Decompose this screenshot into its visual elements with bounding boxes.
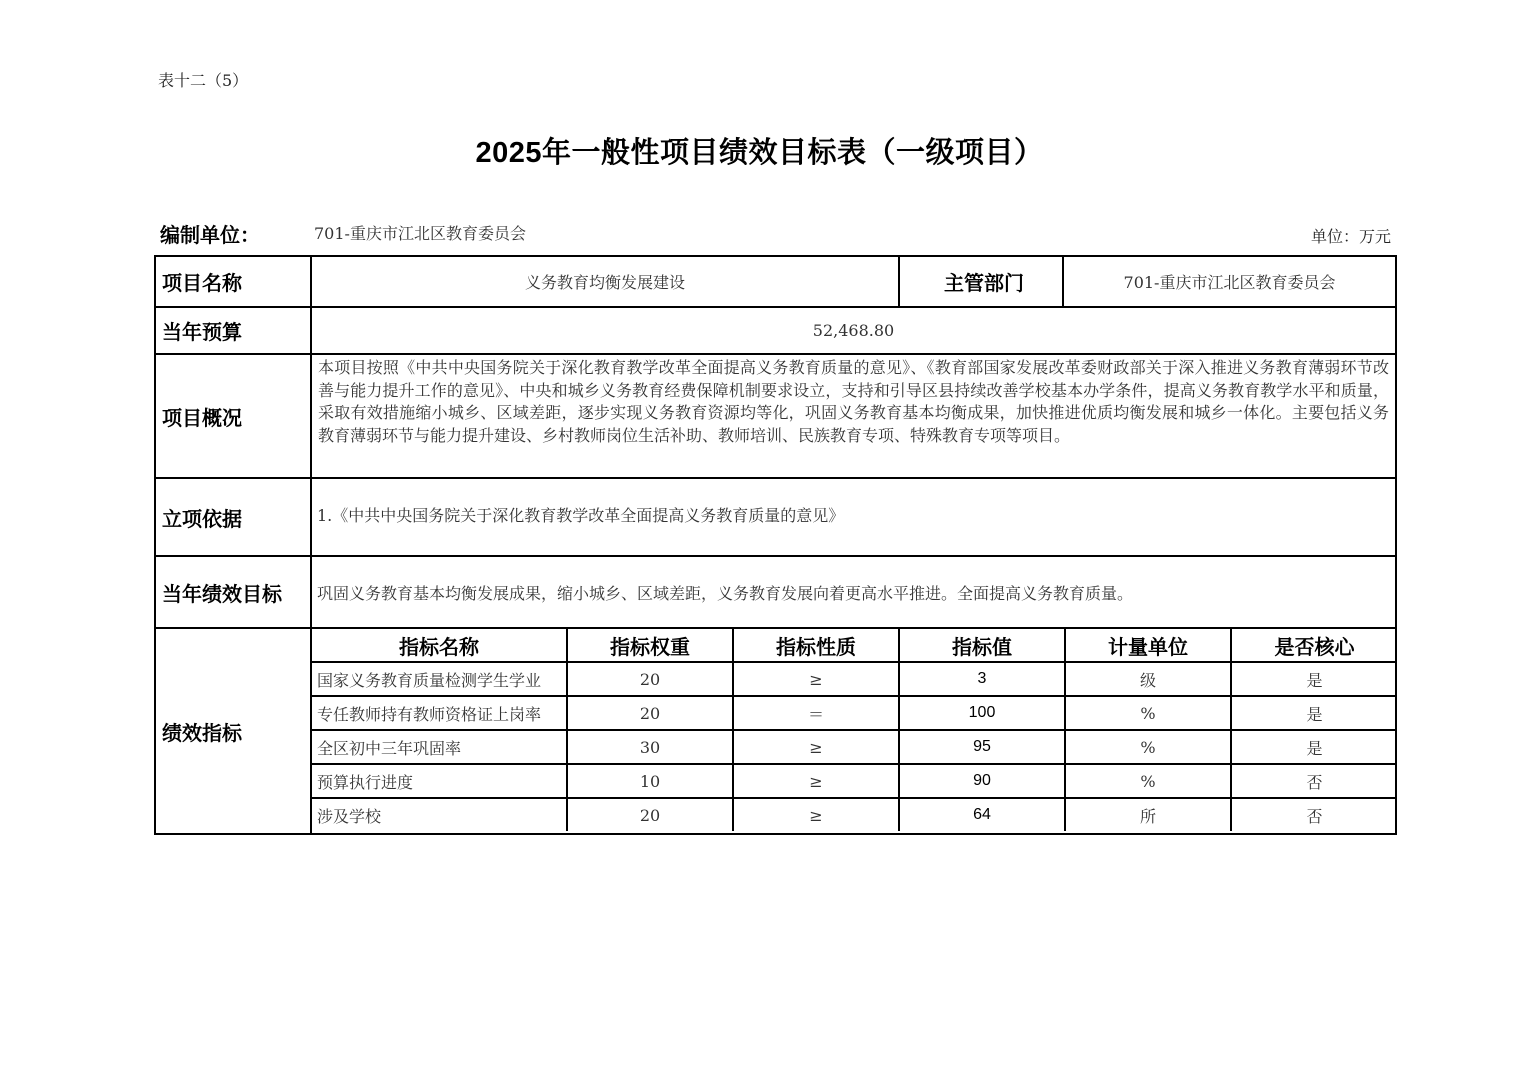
indicators-cell — [311, 628, 1396, 834]
table-row — [312, 798, 1397, 831]
indicator-value: 95 — [899, 730, 1065, 764]
project-name-value: 义务教育均衡发展建设 — [311, 256, 899, 307]
unit-label: 单位：万元 — [1310, 227, 1391, 246]
page-title: 2025年一般性项目绩效目标表（一级项目） — [475, 137, 1044, 169]
indicator-unit: % — [1065, 696, 1231, 730]
indicator-nature: ≥ — [733, 798, 899, 831]
basis-row — [155, 478, 1396, 556]
goal-label: 当年绩效目标 — [155, 556, 311, 628]
dept-value: 701-重庆市江北区教育委员会 — [1063, 256, 1396, 307]
col-header: 计量单位 — [1065, 629, 1231, 662]
indicator-value: 64 — [899, 798, 1065, 831]
indicator-nature: ≥ — [733, 730, 899, 764]
indicator-value: 90 — [899, 764, 1065, 798]
col-header: 指标性质 — [733, 629, 899, 662]
table-row — [312, 696, 1397, 730]
overview-row — [155, 354, 1396, 478]
indicator-nature: ≥ — [733, 764, 899, 798]
table-number: 表十二（5） — [158, 71, 249, 90]
indicator-core: 否 — [1231, 798, 1397, 831]
project-name-row — [155, 256, 1396, 307]
performance-table — [154, 255, 1397, 835]
indicator-weight: 10 — [567, 764, 733, 798]
col-header: 指标权重 — [567, 629, 733, 662]
org-label: 编制单位： — [160, 223, 260, 247]
indicator-core: 否 — [1231, 764, 1397, 798]
budget-row — [155, 307, 1396, 354]
indicator-core: 是 — [1231, 696, 1397, 730]
indicator-unit: % — [1065, 764, 1231, 798]
col-header: 指标名称 — [312, 629, 567, 662]
indicator-unit: % — [1065, 730, 1231, 764]
indicator-weight: 20 — [567, 798, 733, 831]
indicators-row — [155, 628, 1396, 834]
indicator-name: 国家义务教育质量检测学生学业 — [312, 662, 567, 696]
budget-label: 当年预算 — [155, 307, 311, 354]
indicator-nature: ＝ — [733, 696, 899, 730]
project-name-label: 项目名称 — [155, 256, 311, 307]
indicator-core: 是 — [1231, 730, 1397, 764]
indicator-unit: 级 — [1065, 662, 1231, 696]
indicator-weight: 20 — [567, 696, 733, 730]
table-row — [312, 662, 1397, 696]
indicator-value: 100 — [899, 696, 1065, 730]
indicator-value: 3 — [899, 662, 1065, 696]
goal-value: 巩固义务教育基本均衡发展成果，缩小城乡、区域差距，义务教育发展向着更高水平推进。全面提高义务教育质量。 — [311, 556, 1396, 628]
basis-label: 立项依据 — [155, 478, 311, 556]
table-row — [312, 764, 1397, 798]
indicator-nature: ≥ — [733, 662, 899, 696]
indicator-weight: 30 — [567, 730, 733, 764]
overview-label: 项目概况 — [155, 354, 311, 478]
dept-label: 主管部门 — [899, 256, 1063, 307]
table-row — [312, 730, 1397, 764]
basis-value: 1.《中共中央国务院关于深化教育教学改革全面提高义务教育质量的意见》 — [311, 478, 1396, 556]
indicator-name: 专任教师持有教师资格证上岗率 — [312, 696, 567, 730]
goal-row — [155, 556, 1396, 628]
indicators-table — [312, 629, 1397, 831]
indicators-label: 绩效指标 — [155, 628, 311, 834]
col-header: 是否核心 — [1231, 629, 1397, 662]
indicators-header — [312, 629, 1397, 662]
indicator-unit: 所 — [1065, 798, 1231, 831]
org-value: 701-重庆市江北区教育委员会 — [314, 224, 526, 243]
col-header: 指标值 — [899, 629, 1065, 662]
budget-value: 52,468.80 — [311, 307, 1396, 354]
indicator-name: 全区初中三年巩固率 — [312, 730, 567, 764]
indicator-name: 涉及学校 — [312, 798, 567, 831]
indicator-core: 是 — [1231, 662, 1397, 696]
indicator-name: 预算执行进度 — [312, 764, 567, 798]
indicator-weight: 20 — [567, 662, 733, 696]
overview-value: 本项目按照《中共中央国务院关于深化教育教学改革全面提高义务教育质量的意见》、《教育部国家发展改革委财政部关于深入推进义务教育薄弱环节改善与能力提升工作的意见》、中央和城乡义务教育经费保障机制要求设立，支持和引导区县持续改善学校基本办学条件，提高义务教育教学水平和质量，采取有效措施缩小城乡、区域差距，逐步实现义务教育资源均等化，巩固义务教育基本均衡成果，加快推进优质均衡发展和城乡一体化。主要包括义务教育薄弱环节与能力提升建设、乡村教师岗位生活补助、教师培训、民族教育专项、特殊教育专项等项目。 — [311, 354, 1396, 478]
